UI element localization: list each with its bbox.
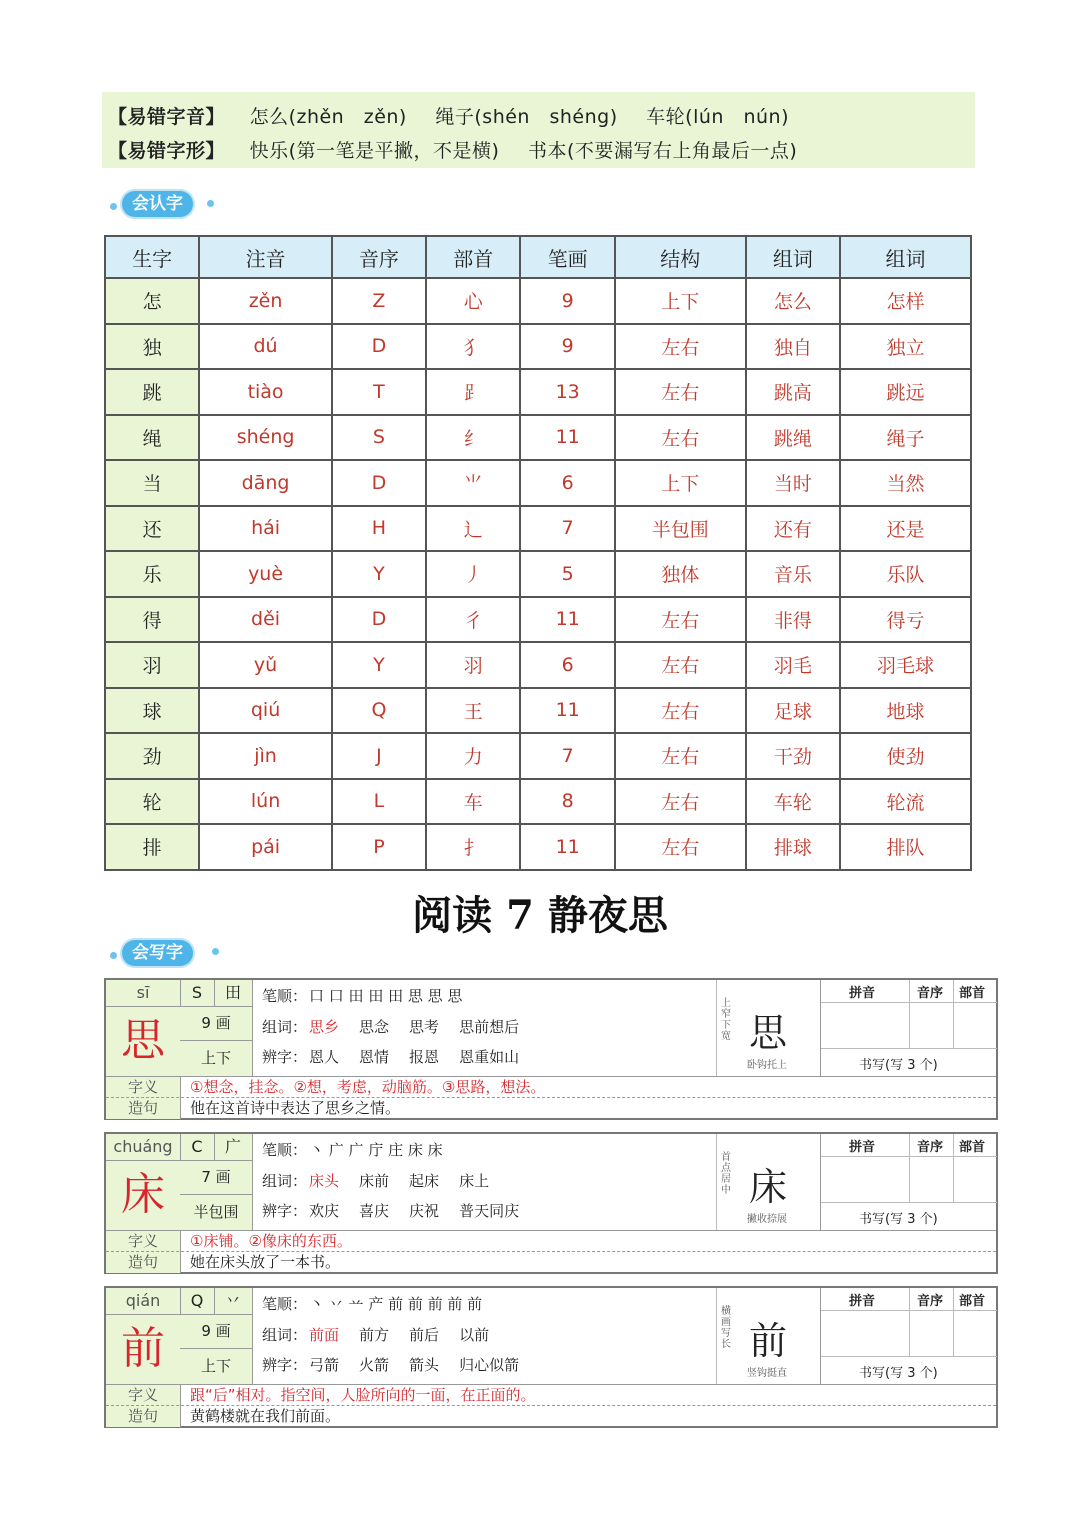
table-cell: jìn <box>199 733 331 779</box>
pinyin: qián <box>106 1288 181 1315</box>
table-cell: lún <box>199 779 331 825</box>
table-header-row <box>105 236 971 278</box>
table-cell: 地球 <box>840 688 971 734</box>
distinguish-item: 弓箭 <box>309 1356 340 1374</box>
table-cell: 上下 <box>615 460 746 506</box>
demo-note: 横画写长 <box>721 1306 731 1350</box>
definition-row <box>106 1076 996 1098</box>
definition-label: 字义 <box>106 1231 181 1252</box>
word-item: 思考 <box>409 1018 440 1036</box>
table-cell: 犭 <box>426 324 520 370</box>
table-cell: 独立 <box>840 324 971 370</box>
column-header: 注音 <box>199 236 331 278</box>
table-cell: 跳远 <box>840 369 971 415</box>
table-cell: ⻊ <box>426 369 520 415</box>
character-cell: 还 <box>105 506 199 552</box>
pron-label: 【易错字音】 <box>108 106 226 128</box>
definition-text: ①想念，挂念。②想，考虑，动脑筋。③思路，想法。 <box>190 1078 546 1096</box>
table-cell: 纟 <box>426 415 520 461</box>
table-cell: 羽 <box>426 642 520 688</box>
definition-row <box>106 1384 996 1406</box>
grid-header: 音序 <box>917 1294 944 1309</box>
table-cell: Q <box>332 688 426 734</box>
grid-divider <box>821 1048 997 1049</box>
table-cell: 心 <box>426 278 520 324</box>
table-cell: 排球 <box>746 824 840 870</box>
table-cell: ⺌ <box>426 460 520 506</box>
table-cell: 乐队 <box>840 551 971 597</box>
table-cell: D <box>332 324 426 370</box>
writing-card <box>104 1132 998 1274</box>
demo-character: 前 <box>749 1319 788 1363</box>
table-cell: 力 <box>426 733 520 779</box>
definition-label: 字义 <box>106 1077 181 1098</box>
word-item: 床前 <box>359 1172 390 1190</box>
table-row <box>105 688 971 734</box>
pronunciation-tips <box>108 102 811 129</box>
writing-demo <box>716 980 821 1076</box>
table-cell: 车 <box>426 779 520 825</box>
big-character: 思 <box>121 1015 165 1066</box>
grid-divider <box>909 980 910 1048</box>
grid-divider <box>909 1288 910 1356</box>
table-row <box>105 597 971 643</box>
table-cell: Y <box>332 551 426 597</box>
table-cell: 丿 <box>426 551 520 597</box>
grid-divider <box>953 1134 954 1202</box>
column-header: 部首 <box>426 236 520 278</box>
table-cell: 11 <box>520 415 614 461</box>
table-cell: 跳高 <box>746 369 840 415</box>
word-item: 思念 <box>359 1018 390 1036</box>
writing-grid <box>820 1134 997 1230</box>
demo-note: 竖钩挺直 <box>747 1368 787 1379</box>
table-row <box>105 506 971 552</box>
character-cell: 球 <box>105 688 199 734</box>
word-item: 床头 <box>309 1172 340 1190</box>
table-cell: qiú <box>199 688 331 734</box>
lesson-title: 阅读 7 静夜思 <box>412 892 668 939</box>
sentence-text: 他在这首诗中表达了思乡之情。 <box>190 1099 401 1117</box>
table-cell: děi <box>199 597 331 643</box>
sentence-row <box>106 1405 996 1427</box>
table-cell: tiào <box>199 369 331 415</box>
structure: 半包围 <box>193 1203 239 1221</box>
writing-demo <box>716 1134 821 1230</box>
sentence-label: 造句 <box>106 1098 181 1119</box>
table-cell: yǔ <box>199 642 331 688</box>
column-header: 生字 <box>105 236 199 278</box>
big-character: 床 <box>121 1169 165 1220</box>
writing-grid <box>820 980 997 1076</box>
table-cell: D <box>332 460 426 506</box>
table-cell: 左右 <box>615 597 746 643</box>
stroke-count: 9 画 <box>180 1006 252 1041</box>
table-cell: 羽毛球 <box>840 642 971 688</box>
table-cell: 左右 <box>615 824 746 870</box>
column-header: 组词 <box>746 236 840 278</box>
char-info <box>106 1288 253 1384</box>
pinyin: sī <box>106 980 181 1007</box>
char-details <box>252 980 716 1076</box>
definition-text: 跟“后”相对。指空间，人脸所向的一面，在正面的。 <box>190 1386 536 1404</box>
writing-demo <box>716 1288 821 1384</box>
stroke-order-line <box>262 1139 443 1160</box>
demo-note: 卧钩托上 <box>747 1060 787 1071</box>
badge-dot-icon <box>212 948 219 955</box>
table-row <box>105 779 971 825</box>
grid-divider <box>821 1202 997 1203</box>
character-cell: 怎 <box>105 278 199 324</box>
distinguish-line <box>262 1354 539 1375</box>
grid-header: 拼音 <box>849 1294 876 1309</box>
table-cell: J <box>332 733 426 779</box>
grid-footer: 书写(写 3 个) <box>859 1366 938 1381</box>
table-cell: 7 <box>520 506 614 552</box>
table-cell: 还是 <box>840 506 971 552</box>
grid-header: 部首 <box>959 1140 986 1155</box>
table-cell: Z <box>332 278 426 324</box>
table-cell: 左右 <box>615 733 746 779</box>
definition-label: 字义 <box>106 1385 181 1406</box>
grid-divider <box>821 1156 997 1157</box>
words-line <box>262 1016 539 1037</box>
stroke-order-label: 笔顺： <box>262 1141 308 1159</box>
grid-divider <box>821 1310 997 1311</box>
table-cell: 使劲 <box>840 733 971 779</box>
index-letter: S <box>180 980 215 1007</box>
grid-divider <box>953 980 954 1048</box>
table-cell: 绳子 <box>840 415 971 461</box>
word-item: 前后 <box>409 1326 440 1344</box>
grid-header: 音序 <box>917 1140 944 1155</box>
grid-header: 拼音 <box>849 1140 876 1155</box>
table-row <box>105 642 971 688</box>
radical: 广 <box>214 1134 252 1161</box>
table-cell: 还有 <box>746 506 840 552</box>
demo-note: 上窄下宽 <box>721 998 731 1042</box>
table-cell: dāng <box>199 460 331 506</box>
definition-text: ①床铺。②像床的东西。 <box>190 1232 352 1250</box>
word-item: 思乡 <box>309 1018 340 1036</box>
words-label: 组词： <box>262 1326 308 1344</box>
table-cell: 音乐 <box>746 551 840 597</box>
grid-header: 拼音 <box>849 986 876 1001</box>
table-cell: D <box>332 597 426 643</box>
table-cell: 8 <box>520 779 614 825</box>
sentence-label: 造句 <box>106 1406 181 1427</box>
table-cell: 左右 <box>615 688 746 734</box>
table-cell: 王 <box>426 688 520 734</box>
words-label: 组词： <box>262 1018 308 1036</box>
table-cell: Y <box>332 642 426 688</box>
table-cell: 9 <box>520 324 614 370</box>
table-cell: hái <box>199 506 331 552</box>
stroke-order: 丶 丷 䒑 产 前 前 前 前 前 <box>309 1295 483 1313</box>
table-cell: 辶 <box>426 506 520 552</box>
table-cell: 11 <box>520 824 614 870</box>
writing-card <box>104 1286 998 1428</box>
table-cell: 左右 <box>615 324 746 370</box>
pinyin: chuáng <box>106 1134 181 1161</box>
grid-header: 音序 <box>917 986 944 1001</box>
character-cell: 轮 <box>105 779 199 825</box>
table-cell: 左右 <box>615 415 746 461</box>
big-character: 前 <box>121 1323 165 1374</box>
table-row <box>105 324 971 370</box>
shape-item: 书本(不要漏写右上角最后一点) <box>527 140 798 162</box>
table-cell: 6 <box>520 642 614 688</box>
distinguish-item: 恩重如山 <box>459 1048 520 1066</box>
column-header: 结构 <box>615 236 746 278</box>
grid-header: 部首 <box>959 986 986 1001</box>
character-cell: 当 <box>105 460 199 506</box>
stroke-order-line <box>262 985 462 1006</box>
distinguish-label: 辨字： <box>262 1356 308 1374</box>
table-cell: 足球 <box>746 688 840 734</box>
table-cell: 左右 <box>615 642 746 688</box>
word-item: 思前想后 <box>459 1018 520 1036</box>
table-cell: T <box>332 369 426 415</box>
character-cell: 乐 <box>105 551 199 597</box>
table-cell: shéng <box>199 415 331 461</box>
table-cell: yuè <box>199 551 331 597</box>
table-cell: 上下 <box>615 278 746 324</box>
char-info <box>106 1134 253 1230</box>
definition-row <box>106 1230 996 1252</box>
distinguish-item: 箭头 <box>409 1356 440 1374</box>
char-details <box>252 1134 716 1230</box>
distinguish-line <box>262 1046 539 1067</box>
column-header: 笔画 <box>520 236 614 278</box>
table-cell: 车轮 <box>746 779 840 825</box>
table-cell: 羽毛 <box>746 642 840 688</box>
word-item: 前面 <box>309 1326 340 1344</box>
table-cell: P <box>332 824 426 870</box>
distinguish-label: 辨字： <box>262 1048 308 1066</box>
distinguish-item: 喜庆 <box>359 1202 390 1220</box>
badge-dot-icon <box>207 200 214 207</box>
distinguish-label: 辨字： <box>262 1202 308 1220</box>
demo-character: 思 <box>749 1011 788 1055</box>
stroke-order: 丶 广 广 庁 庄 床 床 <box>309 1141 443 1159</box>
stroke-count: 9 画 <box>180 1314 252 1349</box>
demo-character: 床 <box>749 1165 788 1209</box>
table-cell: 左右 <box>615 369 746 415</box>
radical: 丷 <box>214 1288 252 1315</box>
sentence-label: 造句 <box>106 1252 181 1273</box>
demo-note: 撇收捺展 <box>747 1214 787 1225</box>
grid-footer: 书写(写 3 个) <box>859 1058 938 1073</box>
table-cell: 当然 <box>840 460 971 506</box>
table-cell: 当时 <box>746 460 840 506</box>
table-cell: S <box>332 415 426 461</box>
table-cell: 扌 <box>426 824 520 870</box>
character-cell: 羽 <box>105 642 199 688</box>
table-cell: 独体 <box>615 551 746 597</box>
table-row <box>105 824 971 870</box>
grid-footer: 书写(写 3 个) <box>859 1212 938 1227</box>
table-row <box>105 278 971 324</box>
shape-tips <box>108 136 819 163</box>
sentence-row <box>106 1251 996 1273</box>
distinguish-item: 火箭 <box>359 1356 390 1374</box>
stroke-order-label: 笔顺： <box>262 1295 308 1313</box>
table-cell: 11 <box>520 597 614 643</box>
table-cell: L <box>332 779 426 825</box>
shape-label: 【易错字形】 <box>108 140 226 162</box>
pron-item: 绳子(shén shéng) <box>435 106 618 128</box>
column-header: 组词 <box>840 236 971 278</box>
stroke-count: 7 画 <box>180 1160 252 1195</box>
table-cell: zěn <box>199 278 331 324</box>
table-cell: 怎么 <box>746 278 840 324</box>
table-cell: 左右 <box>615 779 746 825</box>
table-cell: 干劲 <box>746 733 840 779</box>
distinguish-item: 普天同庆 <box>459 1202 520 1220</box>
table-row <box>105 369 971 415</box>
table-cell: 9 <box>520 278 614 324</box>
table-row <box>105 460 971 506</box>
grid-divider <box>821 1002 997 1003</box>
table-cell: 5 <box>520 551 614 597</box>
index-letter: C <box>180 1134 215 1161</box>
sentence-text: 黄鹤楼就在我们前面。 <box>190 1407 341 1425</box>
stroke-order-label: 笔顺： <box>262 987 308 1005</box>
distinguish-line <box>262 1200 539 1221</box>
character-cell: 得 <box>105 597 199 643</box>
distinguish-item: 欢庆 <box>309 1202 340 1220</box>
table-row <box>105 415 971 461</box>
table-cell: 独自 <box>746 324 840 370</box>
sentence-text: 她在床头放了一本书。 <box>190 1253 341 1271</box>
word-item: 起床 <box>409 1172 440 1190</box>
column-header: 音序 <box>332 236 426 278</box>
table-cell: H <box>332 506 426 552</box>
table-cell: 排队 <box>840 824 971 870</box>
word-item: 以前 <box>459 1326 490 1344</box>
table-cell: 7 <box>520 733 614 779</box>
structure: 上下 <box>200 1357 231 1375</box>
pron-item: 怎么(zhěn zěn) <box>249 106 407 128</box>
table-cell: pái <box>199 824 331 870</box>
structure: 上下 <box>200 1049 231 1067</box>
word-item: 床上 <box>459 1172 490 1190</box>
table-cell: 彳 <box>426 597 520 643</box>
table-cell: 半包围 <box>615 506 746 552</box>
word-item: 前方 <box>359 1326 390 1344</box>
char-details <box>252 1288 716 1384</box>
words-label: 组词： <box>262 1172 308 1190</box>
grid-divider <box>953 1288 954 1356</box>
grid-divider <box>909 1134 910 1202</box>
table-cell: 6 <box>520 460 614 506</box>
words-line <box>262 1170 509 1191</box>
radical: 田 <box>214 980 252 1007</box>
grid-divider <box>821 1356 997 1357</box>
pron-item: 车轮(lún nún) <box>646 106 789 128</box>
sentence-row <box>106 1097 996 1119</box>
character-cell: 绳 <box>105 415 199 461</box>
table-cell: dú <box>199 324 331 370</box>
character-cell: 排 <box>105 824 199 870</box>
character-cell: 跳 <box>105 369 199 415</box>
char-info <box>106 980 253 1076</box>
table-cell: 怎样 <box>840 278 971 324</box>
table-cell: 13 <box>520 369 614 415</box>
shape-item: 快乐(第一笔是平撇，不是横) <box>249 140 500 162</box>
distinguish-item: 恩人 <box>309 1048 340 1066</box>
table-row <box>105 733 971 779</box>
demo-note: 首点居中 <box>721 1152 731 1196</box>
badge-dot-icon <box>110 203 117 210</box>
table-cell: 跳绳 <box>746 415 840 461</box>
writing-grid <box>820 1288 997 1384</box>
table-row <box>105 551 971 597</box>
grid-header: 部首 <box>959 1294 986 1309</box>
distinguish-item: 归心似箭 <box>459 1356 520 1374</box>
distinguish-item: 庆祝 <box>409 1202 440 1220</box>
section-badge-recognize: 会认字 <box>122 191 193 217</box>
index-letter: Q <box>180 1288 215 1315</box>
writing-card <box>104 978 998 1120</box>
section-badge-write: 会写字 <box>122 940 193 966</box>
words-line <box>262 1324 509 1345</box>
distinguish-item: 恩情 <box>359 1048 390 1066</box>
stroke-order-line <box>262 1293 482 1314</box>
character-table <box>104 235 972 871</box>
distinguish-item: 报恩 <box>409 1048 440 1066</box>
table-cell: 得亏 <box>840 597 971 643</box>
stroke-order: 口 口 田 田 田 思 思 思 <box>309 987 463 1005</box>
table-cell: 轮流 <box>840 779 971 825</box>
badge-dot-icon <box>110 952 117 959</box>
tips-box <box>102 92 975 168</box>
character-cell: 劲 <box>105 733 199 779</box>
character-cell: 独 <box>105 324 199 370</box>
table-cell: 11 <box>520 688 614 734</box>
table-cell: 非得 <box>746 597 840 643</box>
